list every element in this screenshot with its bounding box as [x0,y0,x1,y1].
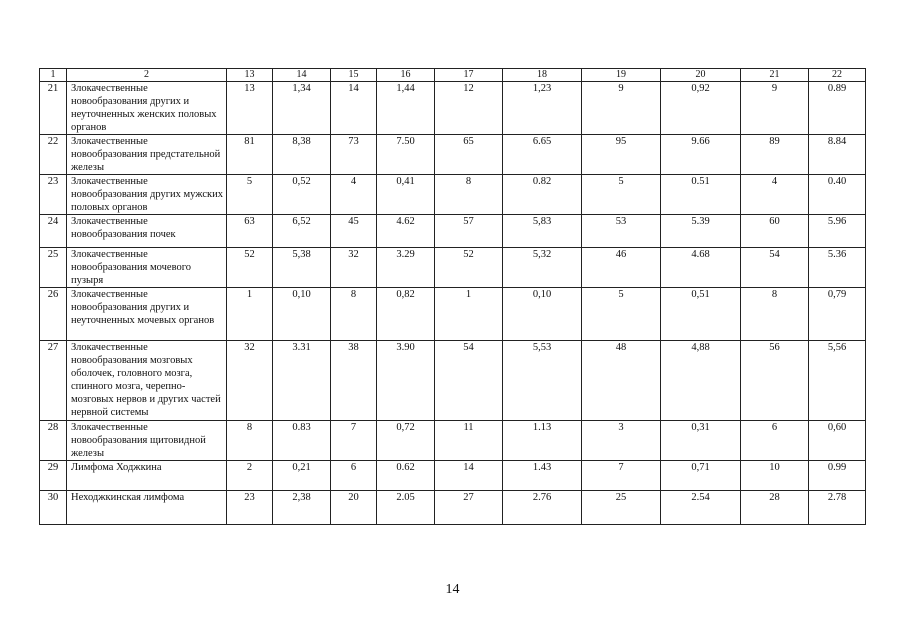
table-cell: 5.96 [809,215,866,248]
row-name: Злокачественные новообразования щитовидной железы [67,421,227,461]
table-cell: 5,32 [503,248,582,288]
row-name: Злокачественные новообразования предстательной железы [67,135,227,175]
table-row [40,288,866,341]
table-cell: 11 [435,421,503,461]
table-cell: 32 [331,248,377,288]
column-header: 16 [377,69,435,82]
table-cell: 73 [331,135,377,175]
table-cell: 1,23 [503,82,582,135]
table-cell: 0,31 [661,421,741,461]
column-header: 18 [503,69,582,82]
row-number: 30 [40,491,67,525]
table-cell: 12 [435,82,503,135]
table-cell: 6,52 [273,215,331,248]
table-cell: 2 [227,461,273,491]
table-cell: 5.39 [661,215,741,248]
table-cell: 0.99 [809,461,866,491]
table-row [40,341,866,421]
row-number: 27 [40,341,67,421]
table-cell: 45 [331,215,377,248]
table-cell: 0,60 [809,421,866,461]
page-number: 14 [445,582,460,597]
row-name: Злокачественные новообразования других и неуточненных женских половых органов [67,82,227,135]
table-cell: 8 [435,175,503,215]
table-cell: 13 [227,82,273,135]
table-cell: 0,21 [273,461,331,491]
row-name: Злокачественные новообразования мочевого пузыря [67,248,227,288]
table-cell: 54 [741,248,809,288]
table-cell: 6 [741,421,809,461]
table-cell: 7 [331,421,377,461]
table-cell: 81 [227,135,273,175]
table-cell: 1 [227,288,273,341]
column-header: 13 [227,69,273,82]
table-cell: 5,83 [503,215,582,248]
table-cell: 6 [331,461,377,491]
table-cell: 3.29 [377,248,435,288]
table-cell: 46 [582,248,661,288]
table-cell: 8 [227,421,273,461]
table-row [40,491,866,525]
row-number: 29 [40,461,67,491]
column-header: 17 [435,69,503,82]
table-cell: 8,38 [273,135,331,175]
table-cell: 1,44 [377,82,435,135]
data-table [39,68,866,525]
table-cell: 52 [227,248,273,288]
table-cell: 7.50 [377,135,435,175]
table-row [40,215,866,248]
table-cell: 3 [582,421,661,461]
row-number: 24 [40,215,67,248]
table-cell: 8.84 [809,135,866,175]
table-cell: 5,38 [273,248,331,288]
table-cell: 52 [435,248,503,288]
row-name: Лимфома Ходжкина [67,461,227,491]
row-name: Неходжкинская лимфома [67,491,227,525]
table-cell: 5,53 [503,341,582,421]
table-cell: 9 [582,82,661,135]
table-cell: 2.76 [503,491,582,525]
table-cell: 5,56 [809,341,866,421]
table-cell: 8 [331,288,377,341]
table-cell: 0.83 [273,421,331,461]
column-header: 19 [582,69,661,82]
table-row [40,421,866,461]
table-header [40,69,866,82]
header-row [40,69,866,82]
row-number: 22 [40,135,67,175]
table-row [40,248,866,288]
table-cell: 6.65 [503,135,582,175]
table-row [40,461,866,491]
row-name: Злокачественные новообразования мозговых оболочек, головного мозга, спинного мозга, черепно-мозговых нервов и других частей нервной системы [67,341,227,421]
table-cell: 20 [331,491,377,525]
table-row [40,82,866,135]
table-cell: 0,72 [377,421,435,461]
row-name: Злокачественные новообразования других и неуточненных мочевых органов [67,288,227,341]
table-cell: 4,88 [661,341,741,421]
table-row [40,135,866,175]
table-cell: 0,52 [273,175,331,215]
table-cell: 9 [741,82,809,135]
table-cell: 89 [741,135,809,175]
row-name: Злокачественные новообразования других мужских половых органов [67,175,227,215]
table-cell: 4 [331,175,377,215]
table-cell: 0,82 [377,288,435,341]
table-cell: 8 [741,288,809,341]
column-header: 14 [273,69,331,82]
row-number: 21 [40,82,67,135]
table-cell: 0.89 [809,82,866,135]
table-cell: 10 [741,461,809,491]
table-cell: 0.62 [377,461,435,491]
table-cell: 65 [435,135,503,175]
table-cell: 14 [435,461,503,491]
column-header: 1 [40,69,67,82]
table-cell: 9.66 [661,135,741,175]
table-cell: 1.13 [503,421,582,461]
table-cell: 28 [741,491,809,525]
table-body [40,82,866,525]
row-name: Злокачественные новообразования почек [67,215,227,248]
table-cell: 53 [582,215,661,248]
table-cell: 5 [582,288,661,341]
table-cell: 63 [227,215,273,248]
table-cell: 2.54 [661,491,741,525]
table-cell: 0,71 [661,461,741,491]
table-cell: 1,34 [273,82,331,135]
table-cell: 3.90 [377,341,435,421]
table-cell: 38 [331,341,377,421]
table-cell: 2,38 [273,491,331,525]
table-cell: 1 [435,288,503,341]
table-cell: 27 [435,491,503,525]
column-header: 22 [809,69,866,82]
table-cell: 4.68 [661,248,741,288]
table-cell: 4.62 [377,215,435,248]
table-cell: 14 [331,82,377,135]
table-cell: 2.05 [377,491,435,525]
table-cell: 0,10 [273,288,331,341]
table-cell: 5 [227,175,273,215]
column-header: 21 [741,69,809,82]
table-cell: 5 [582,175,661,215]
table-cell: 23 [227,491,273,525]
table-cell: 0.40 [809,175,866,215]
table-cell: 0.51 [661,175,741,215]
table-cell: 7 [582,461,661,491]
table-cell: 0,92 [661,82,741,135]
table-cell: 95 [582,135,661,175]
table-cell: 1.43 [503,461,582,491]
table-cell: 0.82 [503,175,582,215]
table-cell: 0,41 [377,175,435,215]
table-cell: 3.31 [273,341,331,421]
column-header: 2 [67,69,227,82]
table-cell: 57 [435,215,503,248]
table-cell: 0,79 [809,288,866,341]
table-cell: 56 [741,341,809,421]
table-cell: 0,10 [503,288,582,341]
table-cell: 25 [582,491,661,525]
table-cell: 54 [435,341,503,421]
row-number: 28 [40,421,67,461]
row-number: 23 [40,175,67,215]
table-row [40,175,866,215]
table-cell: 32 [227,341,273,421]
table-cell: 60 [741,215,809,248]
table-cell: 0,51 [661,288,741,341]
column-header: 15 [331,69,377,82]
column-header: 20 [661,69,741,82]
row-number: 25 [40,248,67,288]
table-cell: 5.36 [809,248,866,288]
table-cell: 2.78 [809,491,866,525]
table-cell: 4 [741,175,809,215]
row-number: 26 [40,288,67,341]
table-cell: 48 [582,341,661,421]
